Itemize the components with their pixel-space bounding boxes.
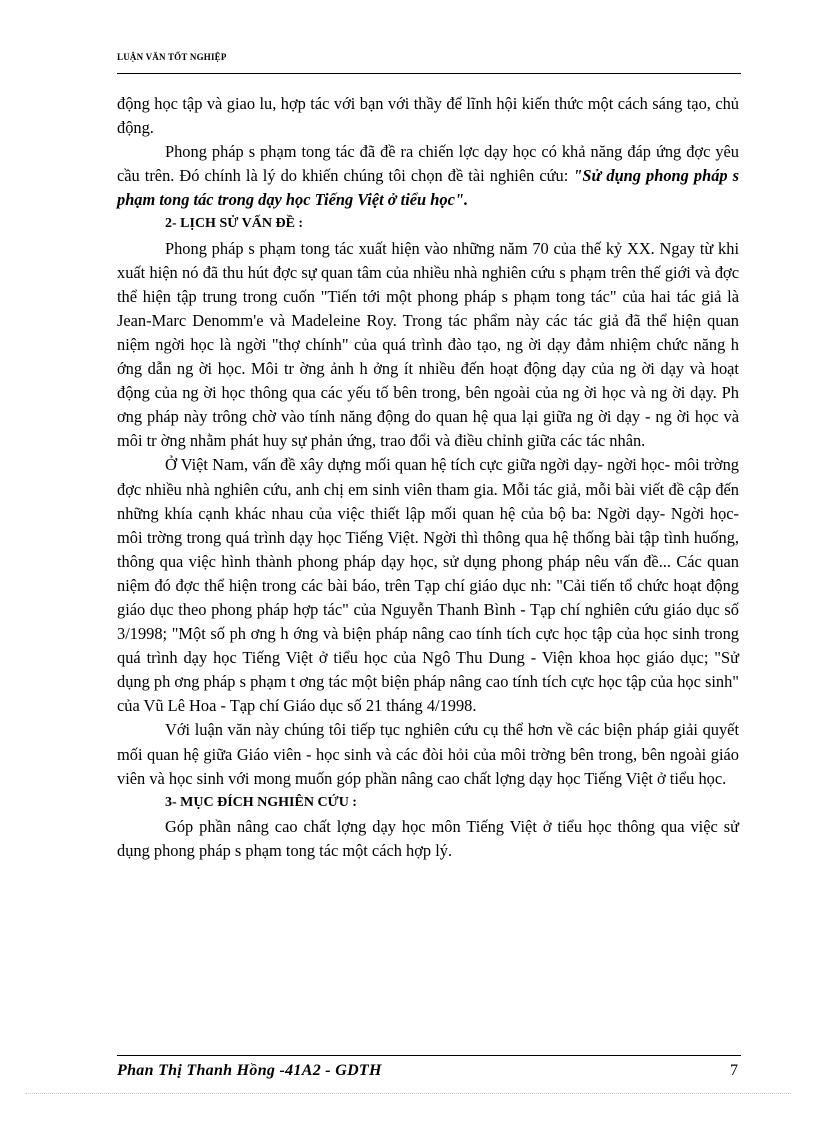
paragraph-intro: động học tập và giao lu, hợp tác với bạn với thầy để lĩnh hội kiến thức một cách sáng tạo, chủ động. <box>117 94 739 138</box>
header-divider <box>117 73 741 74</box>
section-heading-purpose: 3- MỤC ĐÍCH NGHIÊN CỨU : <box>165 794 357 810</box>
section-heading-history: 2- LỊCH SỬ VẤN ĐỀ : <box>165 216 304 232</box>
paragraph-reason <box>117 140 739 212</box>
thesis-title: "Sử dụng phong pháp s phạm tong tác trong dạy học Tiếng Việt ở tiểu học". <box>117 166 739 210</box>
paragraph-history: Phong pháp s phạm tong tác xuất hiện vào những năm 70 của thế kỷ XX. Ngay từ khi xuất hiện nó đã thu hút đợc sự quan tâm của nhiều nhà nghiên cứu s phạm trên thế giới và đợc thể hiện tập trung trong cuốn "Tiến tới một phong pháp s phạm tong tác" của hai tác giả là Jean-Marc Denomm'e và Madeleine Roy. Trong tác phẩm này các tác giả đã thể hiện quan niệm ngời học là ngời "thợ chính" của quá trình đào tạo, ng ời dạy đảm nhiệm chức năng h ớng dẫn ng ời học. Môi tr ờng ảnh h ởng ít nhiều đến hoạt động dạy của ng ời dạy và hoạt động của ng ời học thông qua các yếu tố bên trong, bên ngoài của ng ời học và ng ời dạy. Ph ơng pháp này trông chờ vào tính năng động do quan hệ qua lại giữa ng ời dạy - ng ời học và môi tr ờng nhằm phát huy sự phản ứng, trao đổi và điều chỉnh giữa các tác nhân. <box>117 238 739 451</box>
paragraph-thesis: Với luận văn này chúng tôi tiếp tục nghiên cứu cụ thể hơn về các biện pháp giải quyết mối quan hệ giữa Giáo viên - học sinh và các đòi hỏi của môi trờng bên trong, bên ngoài giáo viên và học sinh với mong muốn góp phần nâng cao chất lợng dạy học Tiếng Việt ở tiểu học. <box>117 720 739 788</box>
footer-divider <box>117 1055 741 1056</box>
page-body <box>117 92 739 863</box>
reason-text: Phong pháp s phạm tong tác đã đề ra chiến lợc dạy học có khả năng đáp ứng đợc yêu cầu trên. Đó chính là lý do khiến chúng tôi chọn đề tài nghiên cứu: <box>117 142 739 186</box>
footer-author: Phan Thị Thanh Hồng -41A2 - GDTH <box>117 1062 382 1079</box>
page-bottom-dotted-line <box>25 1093 791 1094</box>
paragraph-vietnam: Ở Việt Nam, vấn đề xây dựng mối quan hệ tích cực giữa ngời dạy- ngời học- môi trờng đợc nhiều nhà nghiên cứu, anh chị em sinh viên tham gia. Mỗi tác giả, mỗi bài viết đề cập đến những khía cạnh khác nhau của việc thiết lập mối quan hệ của bộ ba: Ngời dạy- Ngời học- môi trờng trong quá trình dạy học Tiếng Việt. Ngời thì thông qua hệ thống bài tập tình huống, thông qua việc hình thành phong pháp dạy học, sử dụng phong pháp nêu vấn đề... Các quan niệm đó đợc thể hiện trong các bài báo, trên Tạp chí giáo dục nh: "Cải tiến tổ chức hoạt động giáo dục theo phong pháp hợp tác" của Nguyễn Thanh Bình - Tạp chí nghiên cứu giáo dục số 3/1998; "Một số ph ơng h ớng và biện pháp nâng cao tính tích cực học tập của học sinh trong quá trình dạy học Tiếng Việt ở tiểu học của Ngô Thu Dung - Viện khoa học giáo dục; "Sử dụng ph ơng pháp s phạm t ơng tác một biện pháp nâng cao tính tích cực học tập của học sinh" của Vũ Lê Hoa - Tạp chí Giáo dục số 21 tháng 4/1998. <box>117 455 739 716</box>
paragraph-purpose: Góp phần nâng cao chất lợng dạy học môn Tiếng Việt ở tiểu học thông qua việc sử dụng phong pháp s phạm tong tác một cách hợp lý. <box>117 816 739 860</box>
page-number: 7 <box>730 1062 738 1079</box>
running-header: LUẬN VĂN TỐT NGHIỆP <box>117 52 227 62</box>
